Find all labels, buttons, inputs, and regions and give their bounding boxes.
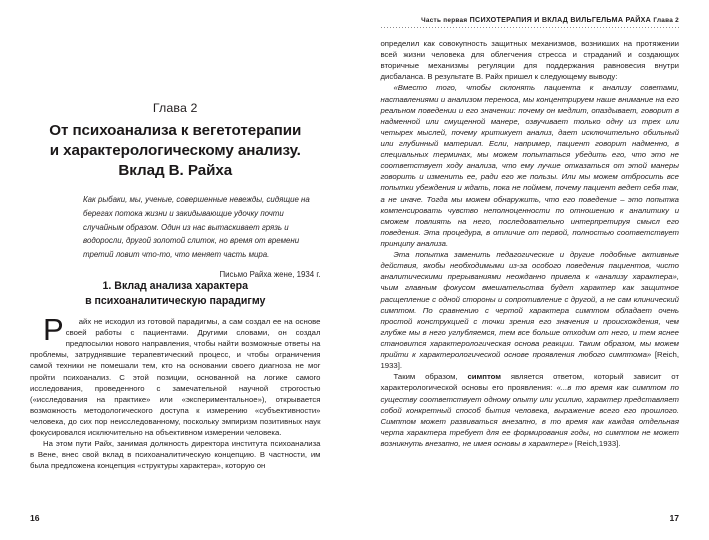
chapter-title-line-3: Вклад В. Райха xyxy=(118,162,233,180)
symptom-citation: [Reich,1933]. xyxy=(572,438,621,448)
chapter-opener xyxy=(30,101,321,181)
symptom-lead-text: Таким образом, xyxy=(393,372,468,382)
paragraph-symptom xyxy=(381,371,680,449)
section-heading-line-1: 1. Вклад анализа характера xyxy=(102,280,248,292)
running-head-chapter-label: Глава 2 xyxy=(653,17,679,24)
running-head-rule xyxy=(381,27,680,28)
epigraph-block xyxy=(83,193,321,279)
quote-text-part-2: Эта попытка заменить педагогические и другие подобные активные действия, якобы необходимыми из-за особого поведения пациентов, чисто аналитическими прерываниями неожданно привела к «анализу характера», чьим главным фокусом вмешательства будет характер как защитное расщепление с одной стороны и сопротивление с другой, а не сам клинический симптом. По сравнению с чертой характера симптом обладает очень простой конструкцией с точки зрения его значения и происхождения, чем глубже мы в него углубляемся, тем все больше отходим от него, и тем яснее становится характерологическая основа реакции. Таким образом, мы можем прийти к характерологической основе проявления любого симптома» xyxy=(380,250,679,360)
section-heading xyxy=(30,279,321,310)
left-page-body xyxy=(30,312,321,472)
chapter-title-line-1: От психоанализа к вегетотерапии xyxy=(49,122,302,139)
chapter-title-line-2: и характерологическому анализу. xyxy=(49,142,301,160)
paragraph: Райх не исходил из готовой парадигмы, а сам создал ее на основе своей работы с пациентами. Другими словами, он создал предпосылки нового направления, чтобы найти возможные ответы на проблемы, затруднявшие терапевтический процесс, и чтобы ограничения самой техники не помешали тем, кто на основании своего диагноза не мог пройти психоанализ. С этой позиции, основанной на логике самого исследования, проведенного с замечательной научной строгостью («исследования на практике» или «экспериментальное»), открывается возможность методологического доступа к измерению «субъективности» человека, до сих пор неисследованному, поскольку эмпиризм позитивных наук фокусировался исключительно на объективном измерении человека. xyxy=(30,312,321,438)
symptom-rest-text: является ответом, который зависит от характерологической основы его проявления: xyxy=(380,372,679,393)
page-number-right: 17 xyxy=(669,513,679,523)
right-page xyxy=(355,0,709,540)
symptom-quote-italic: «...в то время как симптом по существу соответствует одному опыту или усилию, характер представляет собой конкретный способ бытия человека, выражение всего его прошлого. Симптом может развиваться внезапно, в то время как каждая отдельная черта характера требует для ее формирования годы, но симптом не может возникнуть внезапно, не имея основы в характере» xyxy=(380,383,679,448)
running-head-book-title: ПСИХОТЕРАПИЯ И ВКЛАД ВИЛЬГЕЛЬМА РАЙХА xyxy=(469,16,652,24)
epigraph-text: Как рыбаки, мы, ученые, совершенные невежды, сидящие на берегах потока жизни и закидывающие удочку почти случайным образом. Один из нас вытаскивает грязь и водоросли, другой золотой слиток, но время от времени третий ловит что-то, что меняет часть мира. xyxy=(83,195,310,259)
right-page-body xyxy=(381,38,680,449)
running-head-text xyxy=(381,17,680,25)
chapter-title xyxy=(30,121,321,181)
paragraph-quote xyxy=(381,82,680,249)
paragraph: определил как совокупность защитных механизмов, возникших на протяжении всей жизни человека для облегчения стресса и страданий и создающих вторичные механизмы регуляции для поддержания равновесия внутри дисбаланса. В результате В. Райх пришел к следующему выводу: xyxy=(380,39,679,82)
quote-text-part-1: «Вместо того, чтобы склонять пациента к анализу советами, наставлениями и анализом переноса, мы концентрируем наше внимание на его реальном поведении и его значении: почему он медлит, опаздывает, говорит в надменной или смущенной манере, озвучивает только одну из трех или четырех мыслей, почему критикует анализ, дает исключительно обильный или глубинный материал. Если, например, пациент говорит надменно, в специальных терминах, мы можем попытаться убедить его, что это не соответствует ходу анализа, что ему лучше отказаться от этой манеры говорить и изменить ее, ради его же пользы. Или мы можем отбросить все попытки убеждения и ждать, пока не поймем, почему пациент ведет себя так, а не иначе. Тогда мы можем обнаружить, что его поведение – это попытка компенсировать чувство неполноценности по отношению к аналитику и сможем повлиять на него, последовательно интерпретируя смысл его поведения. Эта процедура, в отличие от первой, полностью соответствует принципу анализа. xyxy=(380,83,679,248)
quote-citation: [Reich, 1933]. xyxy=(380,350,679,371)
paragraph-quote xyxy=(381,249,680,371)
running-head xyxy=(381,17,680,28)
paragraph: На этом пути Райх, занимая должность директора института психоанализа в Вене, внес свой вклад в психоаналитическую концепцию. В частности, им была предложена концепция «структуры характера», которую он xyxy=(30,439,321,471)
chapter-number-label: Глава 2 xyxy=(152,101,198,115)
running-head-part-label: Часть первая xyxy=(421,17,468,24)
epigraph-source: Письмо Райха жене, 1934 г. xyxy=(219,269,321,279)
section-heading-line-2: в психоаналитическую парадигму xyxy=(85,295,266,308)
symptom-bold-term: симптом xyxy=(467,372,501,382)
page-number-left: 16 xyxy=(30,513,40,523)
